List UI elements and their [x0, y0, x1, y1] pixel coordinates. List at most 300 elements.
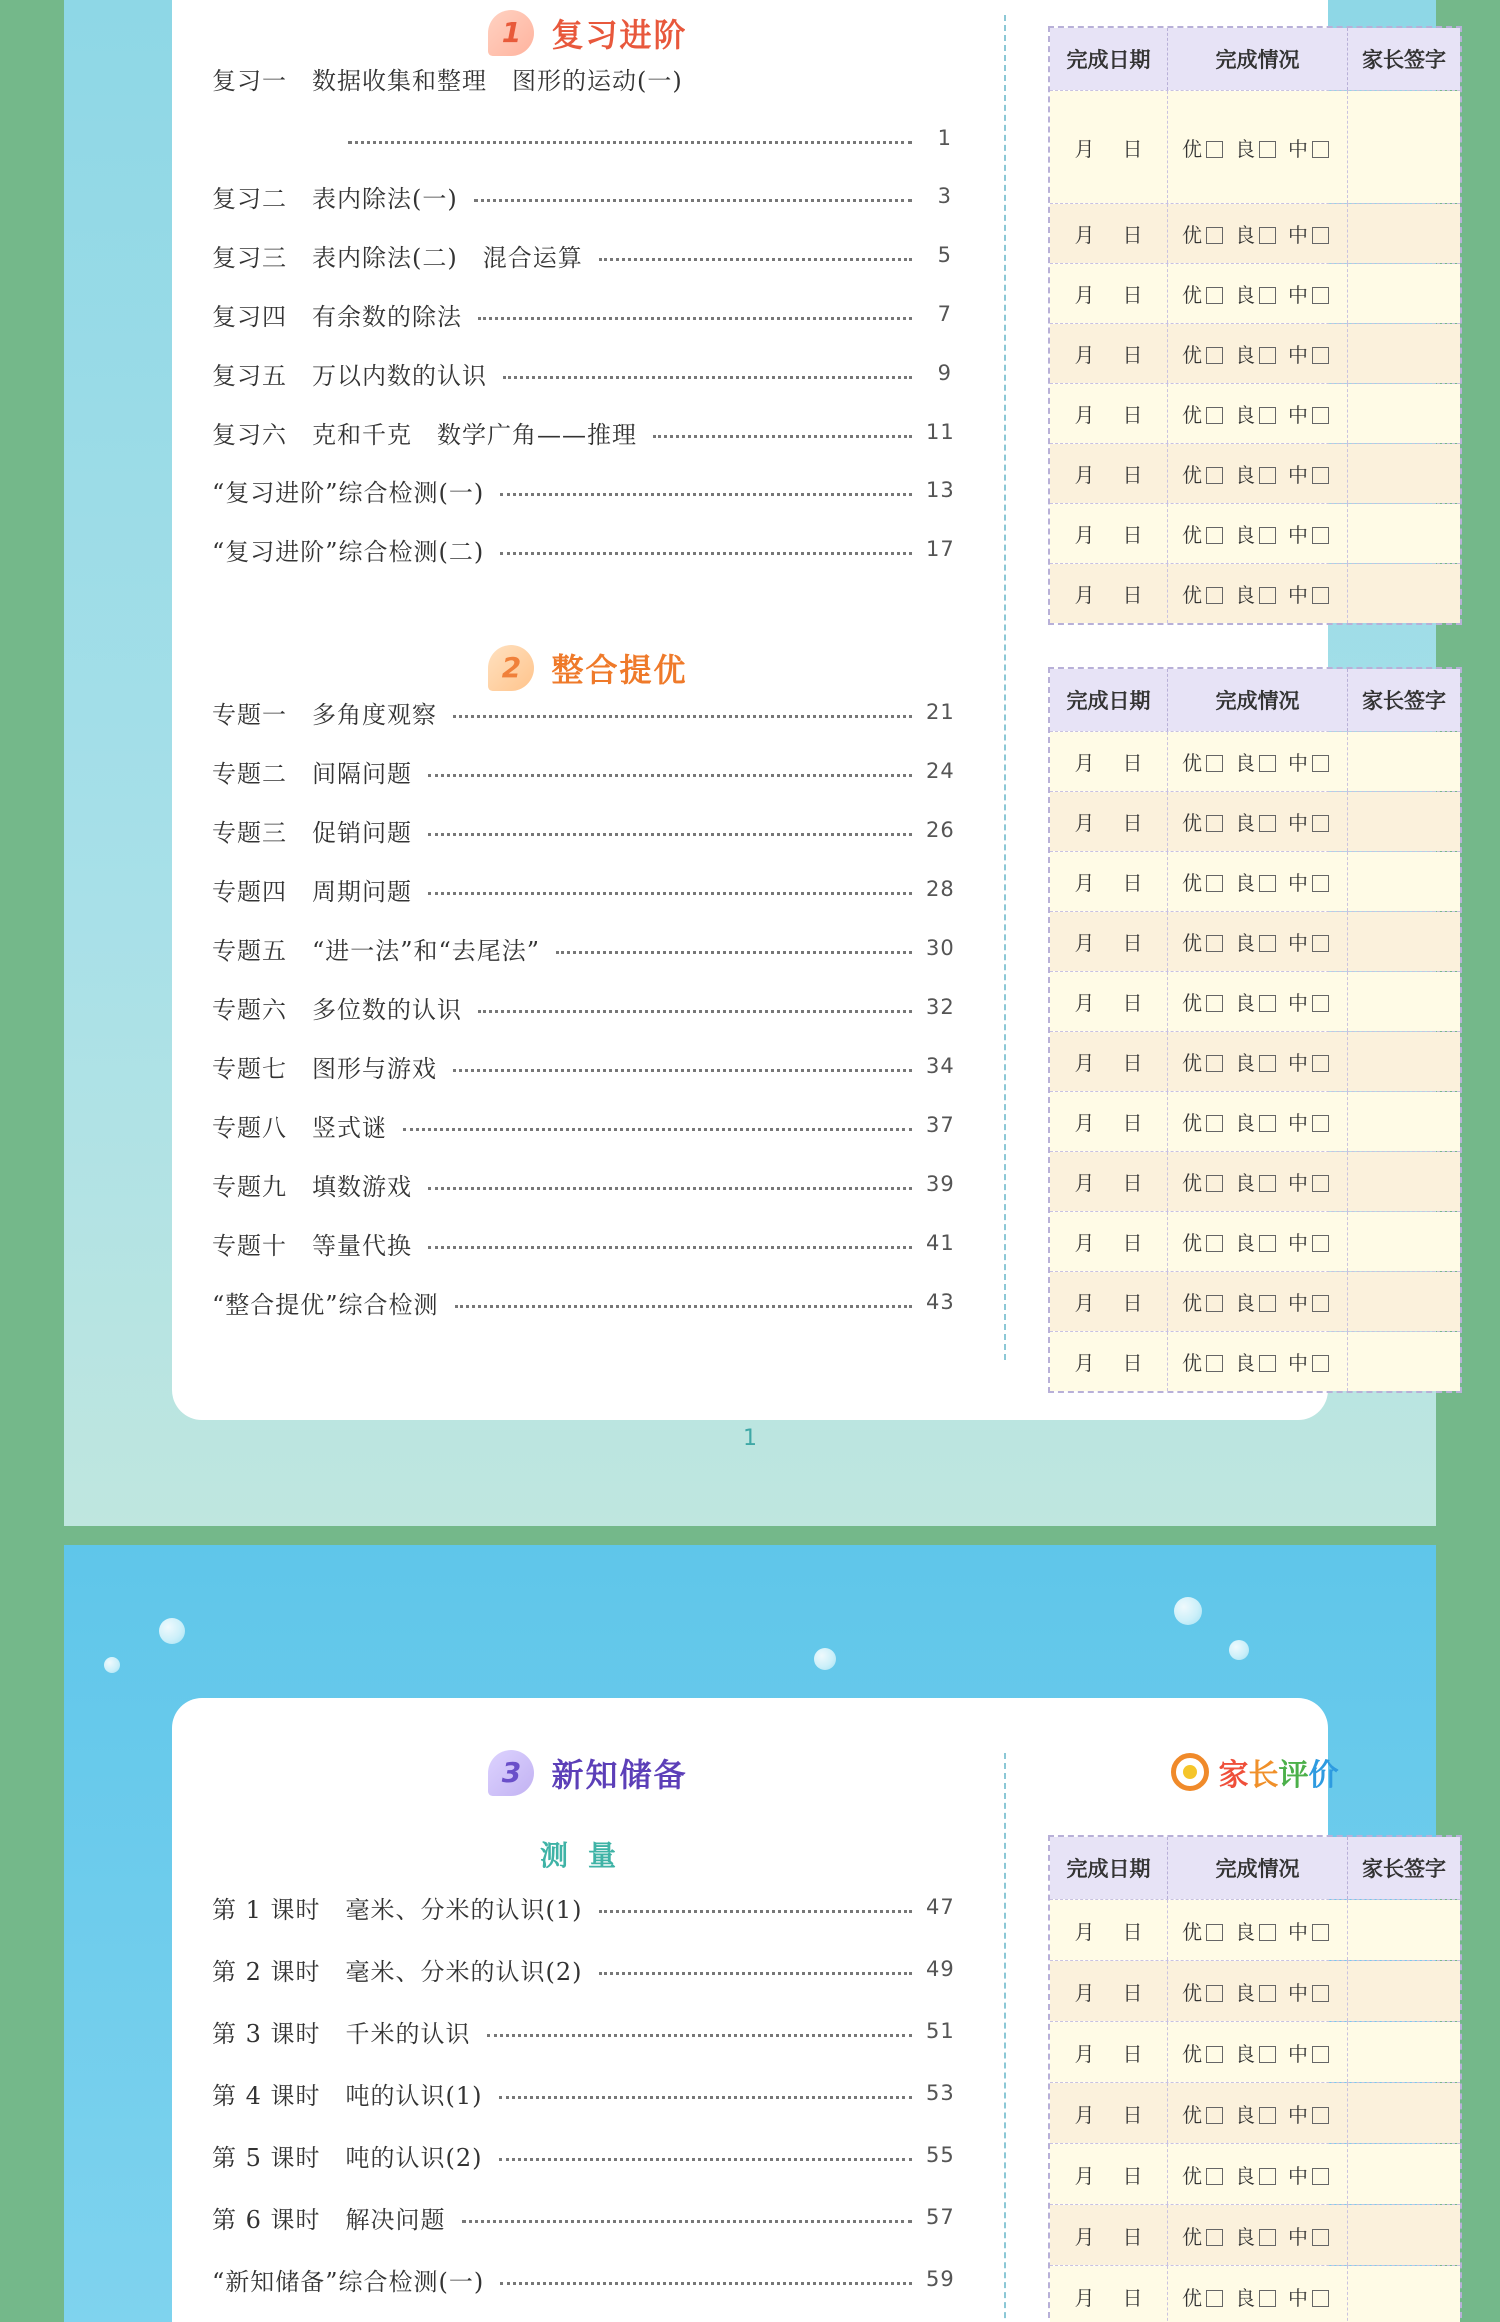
table-row: [1050, 383, 1460, 443]
checkbox[interactable]: [1259, 1235, 1276, 1252]
checkbox[interactable]: [1312, 141, 1329, 158]
checkbox[interactable]: [1206, 815, 1223, 832]
grade-option-mid[interactable]: [1288, 867, 1333, 896]
date-cell[interactable]: [1050, 1212, 1168, 1271]
toc-item[interactable]: [212, 414, 955, 450]
grade-option-fair[interactable]: [1235, 459, 1280, 488]
grade-option-mid[interactable]: [1288, 1047, 1333, 1076]
date-cell[interactable]: [1050, 2022, 1168, 2082]
grade-option-fair[interactable]: [1235, 987, 1280, 1016]
checkbox[interactable]: [1312, 527, 1329, 544]
checkbox[interactable]: [1206, 347, 1223, 364]
checkbox[interactable]: [1206, 227, 1223, 244]
signature-cell[interactable]: [1348, 264, 1460, 323]
date-cell[interactable]: [1050, 324, 1168, 383]
grade-option-fair[interactable]: [1235, 1107, 1280, 1136]
toc-item[interactable]: [212, 296, 952, 332]
toc-item[interactable]: [212, 2075, 955, 2111]
grade-option-good[interactable]: [1182, 399, 1227, 428]
toc-item-label: 专题七 图形与游戏: [212, 1054, 437, 1083]
bubble-decoration: [814, 1648, 836, 1670]
checkbox[interactable]: [1206, 1115, 1223, 1132]
checkbox[interactable]: [1259, 2107, 1276, 2124]
grade-option-good[interactable]: [1182, 133, 1227, 162]
checkbox[interactable]: [1312, 1924, 1329, 1941]
checkbox[interactable]: [1259, 2168, 1276, 2185]
signature-cell[interactable]: [1348, 852, 1460, 911]
checkbox[interactable]: [1312, 407, 1329, 424]
signature-cell[interactable]: [1348, 1272, 1460, 1331]
date-cell[interactable]: [1050, 2083, 1168, 2143]
grade-option-good[interactable]: [1182, 1107, 1227, 1136]
grade-option-mid[interactable]: [1288, 2099, 1333, 2128]
grade-option-good[interactable]: [1182, 2282, 1227, 2311]
month-label: 月: [1074, 1291, 1095, 1315]
grade-option-good[interactable]: [1182, 579, 1227, 608]
toc-item[interactable]: [212, 2137, 955, 2173]
grade-option-mid[interactable]: [1288, 807, 1333, 836]
table-row: [1050, 911, 1460, 971]
toc-page-number: 11: [926, 420, 955, 444]
grade-option-fair[interactable]: [1235, 867, 1280, 896]
grade-option-fair[interactable]: [1235, 2099, 1280, 2128]
checkbox[interactable]: [1206, 1985, 1223, 2002]
grade-label: 中: [1288, 1051, 1308, 1075]
toc-item[interactable]: [212, 1951, 955, 1987]
grade-option-good[interactable]: [1182, 1977, 1227, 2006]
checkbox[interactable]: [1206, 1175, 1223, 1192]
toc-item[interactable]: [212, 120, 952, 156]
checkbox[interactable]: [1312, 935, 1329, 952]
grade-option-mid[interactable]: [1288, 399, 1333, 428]
signature-cell[interactable]: [1348, 1092, 1460, 1151]
grade-option-good[interactable]: [1182, 2160, 1227, 2189]
signature-cell[interactable]: [1348, 732, 1460, 791]
signature-cell[interactable]: [1348, 504, 1460, 563]
grade-option-mid[interactable]: [1288, 2282, 1333, 2311]
grade-option-fair[interactable]: [1235, 807, 1280, 836]
month-label: 月: [1074, 1980, 1095, 2005]
signature-cell[interactable]: [1348, 204, 1460, 263]
date-cell[interactable]: [1050, 384, 1168, 443]
signature-cell[interactable]: [1348, 384, 1460, 443]
bubble-decoration: [1229, 1640, 1249, 1660]
grade-option-mid[interactable]: [1288, 219, 1333, 248]
checkbox[interactable]: [1312, 1985, 1329, 2002]
grade-option-mid[interactable]: [1288, 1916, 1333, 1945]
grade-option-good[interactable]: [1182, 987, 1227, 1016]
grade-option-mid[interactable]: [1288, 1107, 1333, 1136]
month-label: 月: [1074, 403, 1095, 427]
checkbox[interactable]: [1259, 347, 1276, 364]
toc-item-label: 第 4 课时 吨的认识(1): [212, 2081, 483, 2110]
table-row: [1050, 791, 1460, 851]
toc-item[interactable]: [212, 1166, 955, 1202]
date-cell[interactable]: [1050, 2144, 1168, 2204]
grade-option-fair[interactable]: [1235, 2038, 1280, 2067]
toc-page-number: 59: [926, 2267, 955, 2291]
toc-item[interactable]: [212, 178, 952, 214]
checkbox[interactable]: [1312, 815, 1329, 832]
signature-cell[interactable]: [1348, 792, 1460, 851]
checkbox[interactable]: [1206, 287, 1223, 304]
month-label: 月: [1074, 1351, 1095, 1375]
toc-item[interactable]: [212, 472, 955, 508]
month-label: 月: [1074, 931, 1095, 955]
toc-item-label: 专题二 间隔问题: [212, 759, 412, 788]
signature-cell[interactable]: [1348, 1961, 1460, 2021]
grade-option-fair[interactable]: [1235, 1167, 1280, 1196]
grade-cell: [1168, 504, 1348, 563]
checkbox[interactable]: [1259, 2046, 1276, 2063]
checkbox[interactable]: [1312, 227, 1329, 244]
grade-option-fair[interactable]: [1235, 399, 1280, 428]
grade-option-good[interactable]: [1182, 2038, 1227, 2067]
checkbox[interactable]: [1259, 287, 1276, 304]
date-cell[interactable]: [1050, 91, 1168, 203]
signature-cell[interactable]: [1348, 2144, 1460, 2204]
checkbox[interactable]: [1259, 755, 1276, 772]
grade-option-good[interactable]: [1182, 2221, 1227, 2250]
date-cell[interactable]: [1050, 912, 1168, 971]
grade-label: 良: [1235, 1171, 1255, 1195]
grade-option-fair[interactable]: [1235, 1287, 1280, 1316]
checkbox[interactable]: [1259, 1115, 1276, 1132]
grade-option-mid[interactable]: [1288, 2221, 1333, 2250]
checkbox[interactable]: [1206, 995, 1223, 1012]
toc-item[interactable]: [212, 2261, 955, 2297]
grade-option-mid[interactable]: [1288, 279, 1333, 308]
day-label: 日: [1122, 1171, 1143, 1195]
date-cell[interactable]: [1050, 1272, 1168, 1331]
date-cell[interactable]: [1050, 852, 1168, 911]
date-cell[interactable]: [1050, 2266, 1168, 2322]
signature-cell[interactable]: [1348, 1900, 1460, 1960]
signature-cell[interactable]: [1348, 972, 1460, 1031]
checkbox[interactable]: [1259, 407, 1276, 424]
grade-option-fair[interactable]: [1235, 1977, 1280, 2006]
checkbox[interactable]: [1206, 141, 1223, 158]
toc-item[interactable]: [212, 1107, 955, 1143]
grade-option-fair[interactable]: [1235, 1227, 1280, 1256]
checkbox[interactable]: [1259, 935, 1276, 952]
grade-option-mid[interactable]: [1288, 2038, 1333, 2067]
checkbox[interactable]: [1259, 1055, 1276, 1072]
signature-cell[interactable]: [1348, 2205, 1460, 2265]
grade-label: 良: [1235, 403, 1255, 427]
toc-item[interactable]: [212, 1225, 955, 1261]
grade-option-fair[interactable]: [1235, 133, 1280, 162]
table-row: [1050, 1271, 1460, 1331]
signature-cell[interactable]: [1348, 1332, 1460, 1391]
dot-leader: [453, 1069, 912, 1072]
day-label: 日: [1122, 463, 1143, 487]
checkbox[interactable]: [1312, 1235, 1329, 1252]
date-cell[interactable]: [1050, 1152, 1168, 1211]
checkbox[interactable]: [1312, 2168, 1329, 2185]
toc-item-label: 第 1 课时 毫米、分米的认识(1): [212, 1895, 583, 1924]
checkbox[interactable]: [1312, 1115, 1329, 1132]
toc-item[interactable]: [212, 812, 955, 848]
checkbox[interactable]: [1206, 755, 1223, 772]
date-cell[interactable]: [1050, 972, 1168, 1031]
grade-cell: [1168, 972, 1348, 1031]
grade-cell: [1168, 912, 1348, 971]
signature-cell[interactable]: [1348, 444, 1460, 503]
grade-option-mid[interactable]: [1288, 1347, 1333, 1376]
grade-option-fair[interactable]: [1235, 1347, 1280, 1376]
day-label: 日: [1122, 2102, 1143, 2127]
grade-option-mid[interactable]: [1288, 579, 1333, 608]
dot-leader: [428, 774, 912, 777]
checkbox[interactable]: [1312, 2046, 1329, 2063]
month-label: 月: [1074, 811, 1095, 835]
date-cell[interactable]: [1050, 1900, 1168, 1960]
signature-cell[interactable]: [1348, 2266, 1460, 2322]
date-cell[interactable]: [1050, 264, 1168, 323]
grade-cell: [1168, 1900, 1348, 1960]
toc-item[interactable]: [212, 1284, 955, 1320]
checkbox[interactable]: [1259, 527, 1276, 544]
toc-item-label: “新知储备”综合检测(一): [212, 2267, 485, 2296]
checkbox[interactable]: [1259, 141, 1276, 158]
checkbox[interactable]: [1206, 935, 1223, 952]
grade-option-good[interactable]: [1182, 519, 1227, 548]
toc-item[interactable]: [212, 355, 952, 391]
grade-label: 优: [1182, 931, 1202, 955]
grade-label: 良: [1235, 2224, 1255, 2249]
day-label: 日: [1122, 1919, 1143, 1944]
checkbox[interactable]: [1312, 2290, 1329, 2307]
toc-item[interactable]: [212, 694, 955, 730]
date-cell[interactable]: [1050, 1961, 1168, 2021]
grade-option-fair[interactable]: [1235, 2221, 1280, 2250]
progress-table-2: [1048, 667, 1462, 1393]
checkbox[interactable]: [1259, 227, 1276, 244]
toc-page-number: 55: [926, 2143, 955, 2167]
checkbox[interactable]: [1206, 1055, 1223, 1072]
toc-item[interactable]: [212, 989, 955, 1025]
signature-cell[interactable]: [1348, 1212, 1460, 1271]
toc-item[interactable]: [212, 2013, 955, 2049]
checkbox[interactable]: [1206, 587, 1223, 604]
dot-leader: [599, 258, 912, 261]
grade-label: 中: [1288, 2224, 1308, 2249]
table-row: [1050, 1331, 1460, 1391]
grade-option-good[interactable]: [1182, 1287, 1227, 1316]
checkbox[interactable]: [1259, 815, 1276, 832]
grade-option-good[interactable]: [1182, 1916, 1227, 1945]
date-cell[interactable]: [1050, 444, 1168, 503]
toc-item[interactable]: [212, 531, 955, 567]
grade-label: 中: [1288, 1231, 1308, 1255]
grade-option-mid[interactable]: [1288, 747, 1333, 776]
checkbox[interactable]: [1259, 2290, 1276, 2307]
grade-label: 中: [1288, 1171, 1308, 1195]
grade-option-good[interactable]: [1182, 1047, 1227, 1076]
grade-label: 良: [1235, 223, 1255, 247]
grade-label: 优: [1182, 223, 1202, 247]
checkbox[interactable]: [1206, 1235, 1223, 1252]
signature-cell[interactable]: [1348, 91, 1460, 203]
grade-option-good[interactable]: [1182, 747, 1227, 776]
column-header-status: 完成情况: [1168, 28, 1348, 90]
checkbox[interactable]: [1259, 995, 1276, 1012]
dot-leader: [556, 951, 912, 954]
checkbox[interactable]: [1206, 1295, 1223, 1312]
checkbox[interactable]: [1259, 467, 1276, 484]
checkbox[interactable]: [1312, 1355, 1329, 1372]
checkbox[interactable]: [1259, 2229, 1276, 2246]
day-label: 日: [1122, 523, 1143, 547]
signature-cell[interactable]: [1348, 912, 1460, 971]
toc-item[interactable]: [212, 753, 955, 789]
checkbox[interactable]: [1206, 1355, 1223, 1372]
signature-cell[interactable]: [1348, 324, 1460, 383]
date-cell[interactable]: [1050, 732, 1168, 791]
toc-item[interactable]: [212, 930, 955, 966]
month-label: 月: [1074, 1231, 1095, 1255]
grade-option-good[interactable]: [1182, 867, 1227, 896]
checkbox[interactable]: [1206, 407, 1223, 424]
grade-label: 中: [1288, 283, 1308, 307]
toc-item[interactable]: [212, 1889, 955, 1925]
toc-page-number: 37: [926, 1113, 955, 1137]
month-label: 月: [1074, 751, 1095, 775]
signature-cell[interactable]: [1348, 2022, 1460, 2082]
grade-option-fair[interactable]: [1235, 747, 1280, 776]
table-row: [1050, 1031, 1460, 1091]
grade-option-good[interactable]: [1182, 279, 1227, 308]
checkbox[interactable]: [1312, 995, 1329, 1012]
table-row: [1050, 90, 1460, 203]
date-cell[interactable]: [1050, 1032, 1168, 1091]
checkbox[interactable]: [1312, 875, 1329, 892]
checkbox[interactable]: [1206, 467, 1223, 484]
toc-item[interactable]: [212, 60, 952, 96]
date-cell[interactable]: [1050, 204, 1168, 263]
checkbox[interactable]: [1312, 467, 1329, 484]
checkbox[interactable]: [1312, 755, 1329, 772]
date-cell[interactable]: [1050, 564, 1168, 623]
signature-cell[interactable]: [1348, 2083, 1460, 2143]
checkbox[interactable]: [1206, 2229, 1223, 2246]
checkbox[interactable]: [1312, 2229, 1329, 2246]
checkbox[interactable]: [1206, 2046, 1223, 2063]
grade-option-mid[interactable]: [1288, 339, 1333, 368]
grade-option-fair[interactable]: [1235, 579, 1280, 608]
checkbox[interactable]: [1206, 2290, 1223, 2307]
checkbox[interactable]: [1206, 527, 1223, 544]
grade-option-fair[interactable]: [1235, 1047, 1280, 1076]
dot-leader: [500, 552, 912, 555]
grade-option-mid[interactable]: [1288, 1287, 1333, 1316]
grade-option-mid[interactable]: [1288, 133, 1333, 162]
signature-cell[interactable]: [1348, 1152, 1460, 1211]
date-cell[interactable]: [1050, 504, 1168, 563]
grade-option-good[interactable]: [1182, 1167, 1227, 1196]
grade-option-good[interactable]: [1182, 459, 1227, 488]
checkbox[interactable]: [1206, 2107, 1223, 2124]
checkbox[interactable]: [1312, 1055, 1329, 1072]
grade-option-good[interactable]: [1182, 1227, 1227, 1256]
checkbox[interactable]: [1206, 875, 1223, 892]
checkbox[interactable]: [1259, 1924, 1276, 1941]
signature-cell[interactable]: [1348, 564, 1460, 623]
grade-option-fair[interactable]: [1235, 2160, 1280, 2189]
checkbox[interactable]: [1259, 875, 1276, 892]
checkbox[interactable]: [1259, 1985, 1276, 2002]
checkbox[interactable]: [1259, 1295, 1276, 1312]
grade-option-good[interactable]: [1182, 219, 1227, 248]
toc-item[interactable]: [212, 2199, 955, 2235]
checkbox[interactable]: [1312, 1175, 1329, 1192]
signature-cell[interactable]: [1348, 1032, 1460, 1091]
toc-item-label: “复习进阶”综合检测(二): [212, 537, 485, 566]
column-header-status: 完成情况: [1168, 1837, 1348, 1899]
toc-item[interactable]: [212, 871, 955, 907]
checkbox[interactable]: [1312, 347, 1329, 364]
toc-page-number: 26: [926, 818, 955, 842]
table-row: [1050, 851, 1460, 911]
grade-option-mid[interactable]: [1288, 1167, 1333, 1196]
grade-cell: [1168, 1092, 1348, 1151]
checkbox[interactable]: [1206, 1924, 1223, 1941]
grade-option-fair[interactable]: [1235, 927, 1280, 956]
grade-option-mid[interactable]: [1288, 519, 1333, 548]
grade-option-fair[interactable]: [1235, 1916, 1280, 1945]
checkbox[interactable]: [1312, 287, 1329, 304]
grade-option-good[interactable]: [1182, 927, 1227, 956]
grade-option-mid[interactable]: [1288, 987, 1333, 1016]
grade-option-good[interactable]: [1182, 2099, 1227, 2128]
toc-page-number: 28: [926, 877, 955, 901]
grade-option-fair[interactable]: [1235, 219, 1280, 248]
grade-option-fair[interactable]: [1235, 279, 1280, 308]
grade-option-mid[interactable]: [1288, 459, 1333, 488]
grade-option-fair[interactable]: [1235, 339, 1280, 368]
grade-option-mid[interactable]: [1288, 1977, 1333, 2006]
grade-option-good[interactable]: [1182, 339, 1227, 368]
toc-page-number: 47: [926, 1895, 955, 1919]
date-cell[interactable]: [1050, 792, 1168, 851]
grade-option-mid[interactable]: [1288, 1227, 1333, 1256]
checkbox[interactable]: [1312, 2107, 1329, 2124]
grade-option-mid[interactable]: [1288, 927, 1333, 956]
checkbox[interactable]: [1259, 1355, 1276, 1372]
grade-option-good[interactable]: [1182, 1347, 1227, 1376]
grade-label: 良: [1235, 751, 1255, 775]
grade-option-mid[interactable]: [1288, 2160, 1333, 2189]
grade-option-fair[interactable]: [1235, 2282, 1280, 2311]
checkbox[interactable]: [1312, 1295, 1329, 1312]
checkbox[interactable]: [1259, 587, 1276, 604]
date-cell[interactable]: [1050, 1092, 1168, 1151]
grade-option-fair[interactable]: [1235, 519, 1280, 548]
grade-option-good[interactable]: [1182, 807, 1227, 836]
grade-label: 中: [1288, 343, 1308, 367]
grade-label: 中: [1288, 403, 1308, 427]
bubble-decoration: [159, 1618, 185, 1644]
date-cell[interactable]: [1050, 1332, 1168, 1391]
checkbox[interactable]: [1206, 2168, 1223, 2185]
toc-item[interactable]: [212, 1048, 955, 1084]
toc-item[interactable]: [212, 237, 952, 273]
dot-leader: [500, 2282, 912, 2285]
date-cell[interactable]: [1050, 2205, 1168, 2265]
checkbox[interactable]: [1259, 1175, 1276, 1192]
checkbox[interactable]: [1312, 587, 1329, 604]
